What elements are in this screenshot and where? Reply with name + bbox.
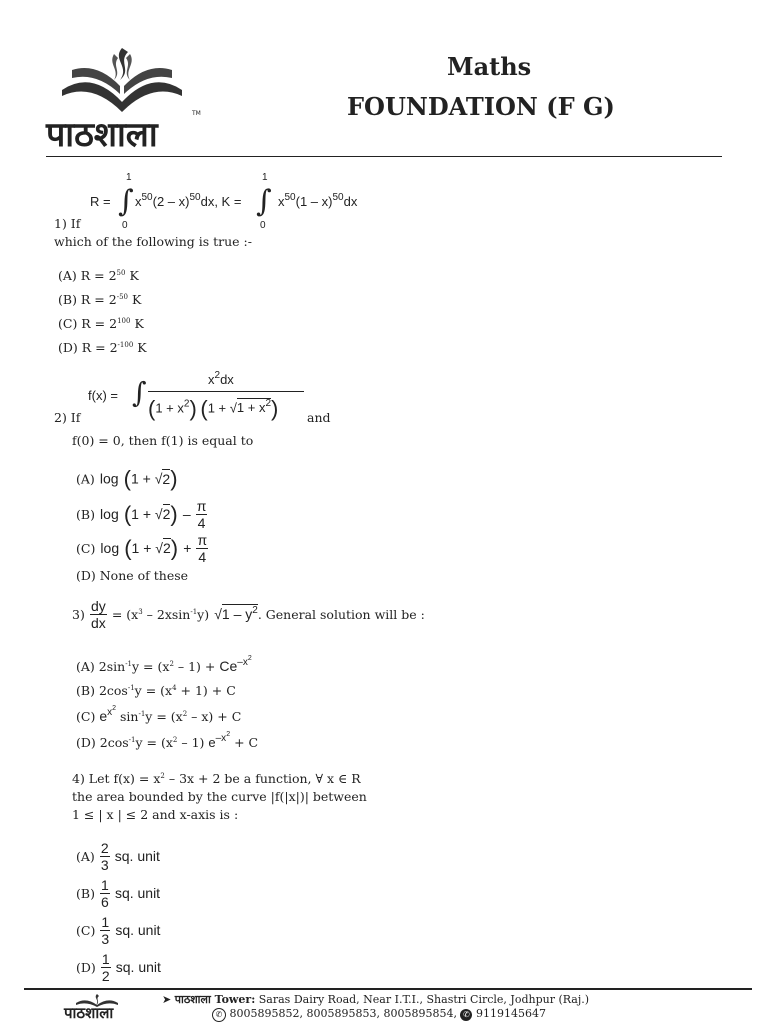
q2-integral-expression: f(x) = ∫ $x^2dx$ $(1 + x^2)$ $(1 + √1 + x^2)$ (88, 370, 308, 426)
footer-arrow-icon: ➤ (162, 993, 172, 1006)
q1-option-d: (D) $R = 2^{-100}$ K (58, 340, 147, 355)
q4-line-2: the area bounded by the curve |f(|x|)| between (72, 789, 367, 804)
footer-contacts: ✆ 8005895852, 8005895853, 8005895854, ✆ 9119145647 (212, 1007, 546, 1022)
logo-wordmark: पाठशाला (46, 115, 158, 155)
q2-number: 2) If (54, 410, 81, 425)
phone-icon: ✆ (212, 1008, 226, 1022)
q3-option-d: (D) $2\cos^{-1}y = (x^2 - 1) e^{-x^2} + C$ (76, 731, 259, 750)
q2-option-c: (C) log (1 + √2) + $\frac{\pi}{4}$ (76, 532, 208, 565)
q2-condition: f(0) = 0, then f(1) is equal to (72, 433, 254, 448)
page-title: Maths (447, 52, 532, 81)
footer-logo: पाठशाला (62, 992, 132, 1022)
header-logo: पाठशाला TM (42, 40, 212, 150)
q3-option-a: (A) $2\sin^{-1}y = (x^2 - 1) + Ce^{-x^2}$ (76, 655, 252, 674)
q4-option-a: (A) $\frac{2}{3}$ sq. unit (76, 840, 160, 873)
q4-option-b: (B) $\frac{1}{6}$ sq. unit (76, 877, 161, 910)
q3-question: 3) $\frac{dy}{dx}$ = $(x^3 - 2xsin^{-1}y)$ $√1 - y^2$. General solution will be : (72, 598, 425, 631)
q4-option-d: (D) $\frac{1}{2}$ sq. unit (76, 951, 161, 984)
q2-option-d: (D) None of these (76, 568, 189, 583)
q4-line-3: 1 ≤ | x | ≤ 2 and x-axis is : (72, 807, 239, 822)
q2-and: and (307, 410, 331, 425)
q2-option-b: (B) log (1 + √2) – $\frac{\pi}{4}$ (76, 498, 207, 531)
footer-divider (24, 988, 752, 990)
q4-option-c: (C) $\frac{1}{3}$ sq. unit (76, 914, 161, 947)
q1-number: 1) If (54, 216, 81, 231)
q1-option-b: (B) $R = 2^{-50}$ K (58, 292, 142, 307)
header-divider (46, 156, 722, 157)
q1-option-a: (A) $R = 2^{50}$ K (58, 268, 139, 283)
book-flame-logo-icon (42, 40, 212, 120)
q1-prompt: which of the following is true :- (54, 234, 252, 249)
q1-option-c: (C) $R = 2^{100}$ K (58, 316, 144, 331)
q3-option-c: (C) $e^{x^2}$ $\sin^{-1}y = (x^2 - x) + C$ (76, 705, 242, 724)
q1-integral-expression: R = ∫ 1 0 $x^{50}(2 - x)^{50}dx$, K = ∫ 1 0 $x^{50}(1 - x)^{50}dx$ (90, 172, 358, 231)
q3-option-b: (B) $2\cos^{-1}y = (x^4 + 1) + C$ (76, 683, 236, 698)
q4-line-1: 4) Let $f(x) = x^2 - 3x + 2$ be a function, ∀ x ∈ R (72, 771, 361, 786)
q2-option-a: (A) log (1 + √2) (76, 466, 178, 491)
footer-address: ➤ पाठशाला Tower: Saras Dairy Road, Near I.T.I., Shastri Circle, Jodhpur (Raj.) (162, 993, 590, 1006)
whatsapp-icon: ✆ (460, 1009, 472, 1021)
page-subtitle: FOUNDATION (F G) (347, 92, 615, 121)
